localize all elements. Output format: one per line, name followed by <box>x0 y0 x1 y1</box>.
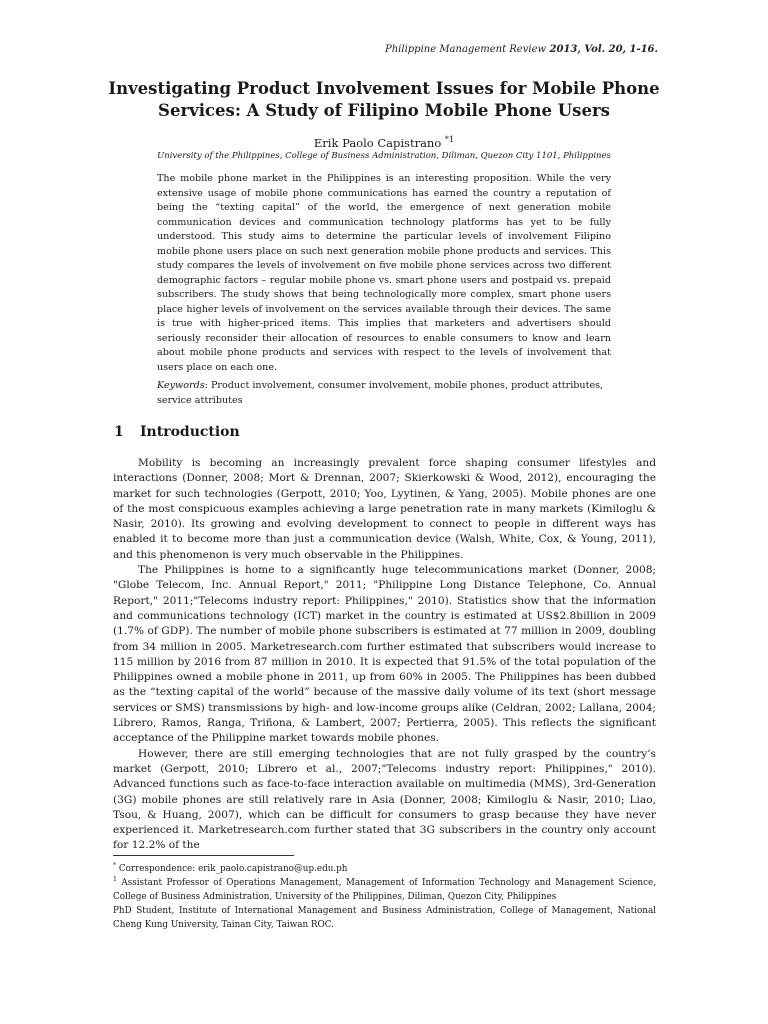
journal-header <box>385 44 658 55</box>
footnote-correspondence <box>113 862 656 876</box>
author-marks: *1 <box>444 135 455 145</box>
author-name: Erik Paolo Capistrano <box>313 136 442 150</box>
section-heading <box>114 424 614 440</box>
footnote-mark: 1 <box>113 876 117 884</box>
abstract: The mobile phone market in the Philippines is an interesting proposition. While the very extensive usage of mobile phone communications has earned the country a reputation of being the “texting capital” of the world, the emergence of next generation mobile communication devices and communication technology platforms has yet to be fully understood. This study aims to determine the particular levels of involvement Filipino mobile phone users place on such next generation mobile phone products and services. This study compares the levels of involvement on five mobile phone services across two different demographic factors – regular mobile phone vs. smart phone users and postpaid vs. prepaid subscribers. The study shows that being technologically more complex, smart phone users place higher levels of involvement on the services available through their devices. The same is true with higher-priced items. This implies that marketers and advertisers should seriously reconsider their allocation of resources to enable consumers to know and learn about mobile phone products and services with respect to the levels of involvement that users place on each one. <box>157 173 611 373</box>
paragraph: However, there are still emerging technologies that are not fully grasped by the country’s market (Gerpott, 2010; Librero et al., 2007;"Telecoms industry report: Philippines," 2010). Advanced functions such as face-to-face interaction available on multimedia (MMS), 3rd-Generation (3G) mobile phones are still relatively rare in Asia (Donner, 2008; Kimiloglu & Nasir, 2010; Liao, Tsou, & Huang, 2007), which can be difficult for consumers to grasp because they have never experienced it. Marketresearch.com further stated that 3G subscribers in the country only account for 12.2% of the <box>113 747 656 852</box>
paragraph: The Philippines is home to a significantly huge telecommunications market (Donner, 2008; "Globe Telecom, Inc. Annual Report," 2011; "Philippine Long Distance Telephone, Co. Annual Report," 2011;"Telecoms industry report: Philippines," 2010). Statistics show that the information and communications technology (ICT) market in the country is estimated at US$2.8billion in 2009 (1.7% of GDP). The number of mobile phone subscribers is estimated at 77 million in 2009, doubling from 34 million in 2005. Marketresearch.com further estimated that subscribers would increase to 115 million by 2016 from 87 million in 2010. It is expected that 91.5% of the total population of the Philippines owned a mobile phone in 2011, up from 60% in 2005. The Philippines has been dubbed as the “texting capital of the world” because of the massive daily volume of its text (short message services or SMS) transmissions by high- and low-income groups alike (Celdran, 2002; Lallana, 2004; Librero, Ramos, Ranga, Triñona, & Lambert, 2007; Pertierra, 2005). This reflects the significant acceptance of the Philippine market towards mobile phones. <box>113 564 656 745</box>
footnote-rule <box>113 855 294 856</box>
journal-citation: 2013, Vol. 20, 1-16. <box>546 44 658 55</box>
keywords <box>157 379 611 408</box>
author-line <box>100 136 668 150</box>
section-title: Introduction <box>140 424 240 440</box>
body-text <box>113 456 656 854</box>
section-number: 1 <box>114 424 124 440</box>
paper-title: Investigating Product Involvement Issues for Mobile Phone Services: A Study of Filipino Mobile Phone Users <box>108 79 660 120</box>
journal-name: Philippine Management Review <box>385 44 547 55</box>
footnote-text: Correspondence: erik_paolo.capistrano@up.edu.ph <box>118 864 348 874</box>
footnote-mark: * <box>113 862 117 870</box>
keywords-text: : Product involvement, consumer involvement, mobile phones, product attributes, service attributes <box>157 380 604 406</box>
keywords-label: Keywords <box>157 380 205 391</box>
footnote-text: Assistant Professor of Operations Management, Management of Information Technology and Management Science, College of Business Administration, University of the Philippines, Diliman, Quezon City, Philippines <box>113 878 657 902</box>
author-affiliation: University of the Philippines, College of Business Administration, Diliman, Quezon City 1101, Philippines <box>157 151 611 161</box>
footnotes <box>113 862 656 932</box>
paragraph: Mobility is becoming an increasingly prevalent force shaping consumer lifestyles and interactions (Donner, 2008; Mort & Drennan, 2007; Skierkowski & Wood, 2012), encouraging the market for such technologies (Gerpott, 2010; Yoo, Lyytinen, & Yang, 2005). Mobile phones are one of the most conspicuous examples achieving a large penetration rate in many markets (Kimiloglu & Nasir, 2010). Its growing and evolving development to connect to people in different ways has enabled it to become more than just a communication device (Walsh, White, Cox, & Young, 2011), and this phenomenon is very much observable in the Philippines. <box>113 457 656 561</box>
footnote-1 <box>113 876 656 904</box>
footnote-2: PhD Student, Institute of International Management and Business Administration, College of Management, National Cheng Kung University, Tainan City, Taiwan ROC. <box>113 906 656 930</box>
